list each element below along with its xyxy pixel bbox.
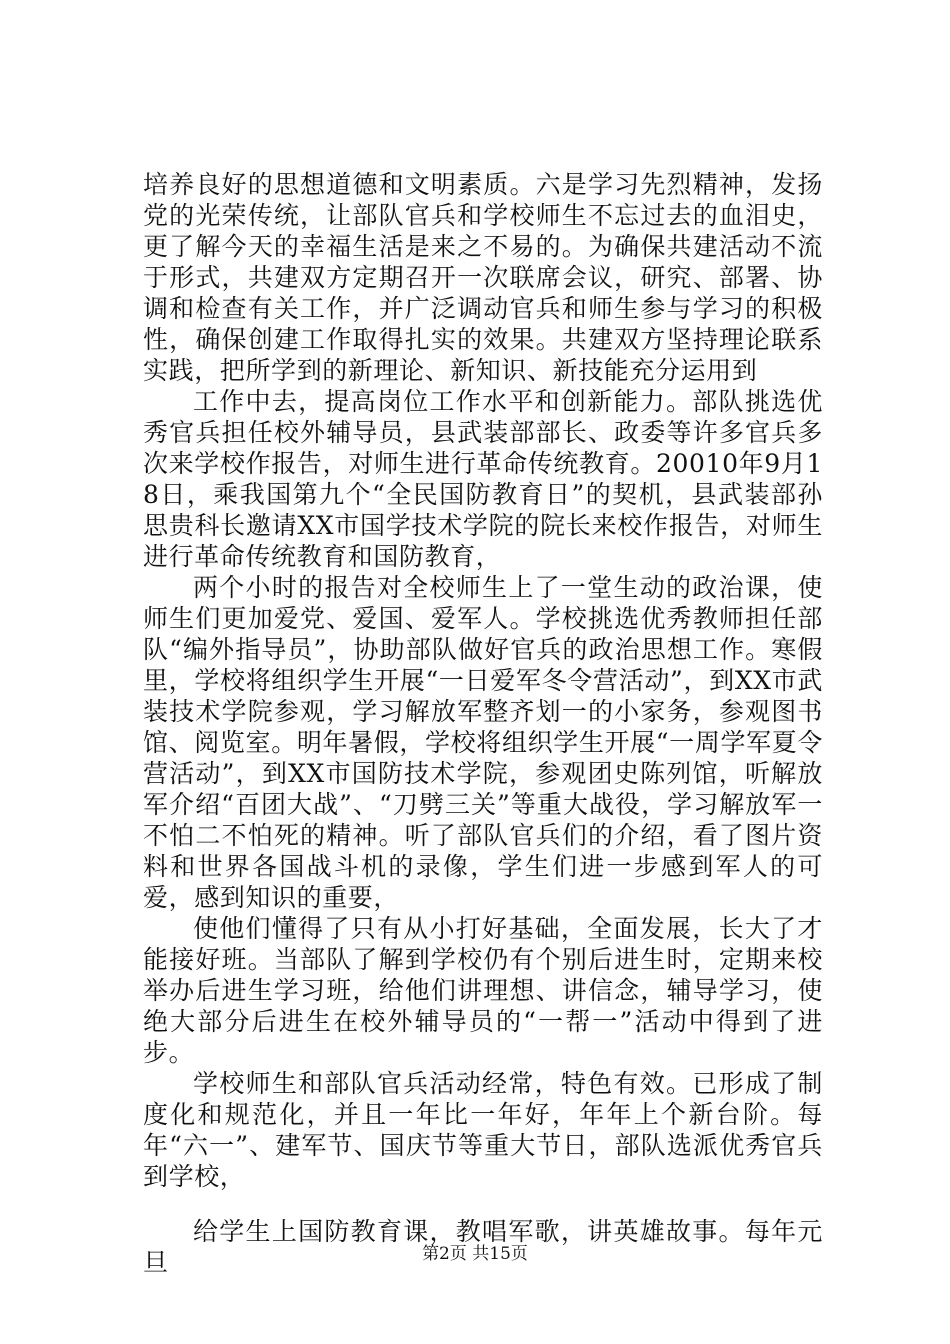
paragraph-3: 两个小时的报告对全校师生上了一堂生动的政治课，使师生们更加爱党、爱国、爱军人。学校挑选优秀教师担任部队“编外指导员”，协助部队做好官兵的政治思想工作。寒假里，学校将组织学生开展“一日爱军冬令营活动”，到XX市武装技术学院参观，学习解放军整齐划一的小家务，参观图书馆、阅览室。明年暑假，学校将组织学生开展“一周学军夏令营活动”，到XX市国防技术学院，参观团史陈列馆，听解放军介绍“百团大战”、“刀劈三关”等重大战役，学习解放军一不怕二不怕死的精神。听了部队官兵们的介绍，看了图片资料和世界各国战斗机的录像，学生们进一步感到军人的可爱，感到知识的重要， — [143, 573, 823, 912]
paragraph-4: 使他们懂得了只有从小打好基础，全面发展，长大了才能接好班。当部队了解到学校仍有个别后进生时，定期来校举办后进生学习班，给他们讲理想、讲信念，辅导学习，使绝大部分后进生在校外辅导员的“一帮一”活动中得到了进步。 — [143, 914, 823, 1067]
page-number-footer: 第2页 共15页 — [422, 1244, 528, 1264]
paragraph-1: 培养良好的思想道德和文明素质。六是学习先烈精神，发扬党的光荣传统，让部队官兵和学校师生不忘过去的血泪史，更了解今天的幸福生活是来之不易的。为确保共建活动不流于形式，共建双方定期召开一次联席会议，研究、部署、协调和检查有关工作，并广泛调动官兵和师生参与学习的积极性，确保创建工作取得扎实的效果。共建双方坚持理论联系实践，把所学到的新理论、新知识、新技能充分运用到 — [143, 170, 823, 385]
paragraph-6: 给学生上国防教育课，教唱军歌，讲英雄故事。每年元旦 — [143, 1217, 823, 1277]
document-body — [143, 169, 823, 1278]
paragraph-2: 工作中去，提高岗位工作水平和创新能力。部队挑选优秀官兵担任校外辅导员，县武装部部长、政委等许多官兵多次来学校作报告，对师生进行革命传统教育。20010年9月18日，乘我国第九个“全民国防教育日”的契机，县武装部孙思贵科长邀请XX市国学技术学院的院长来校作报告，对师生进行革命传统教育和国防教育， — [143, 387, 823, 571]
paragraph-5: 学校师生和部队官兵活动经常，特色有效。已形成了制度化和规范化，并且一年比一年好，年年上个新台阶。每年“六一”、建军节、国庆节等重大节日，部队选派优秀官兵到学校， — [143, 1069, 823, 1191]
